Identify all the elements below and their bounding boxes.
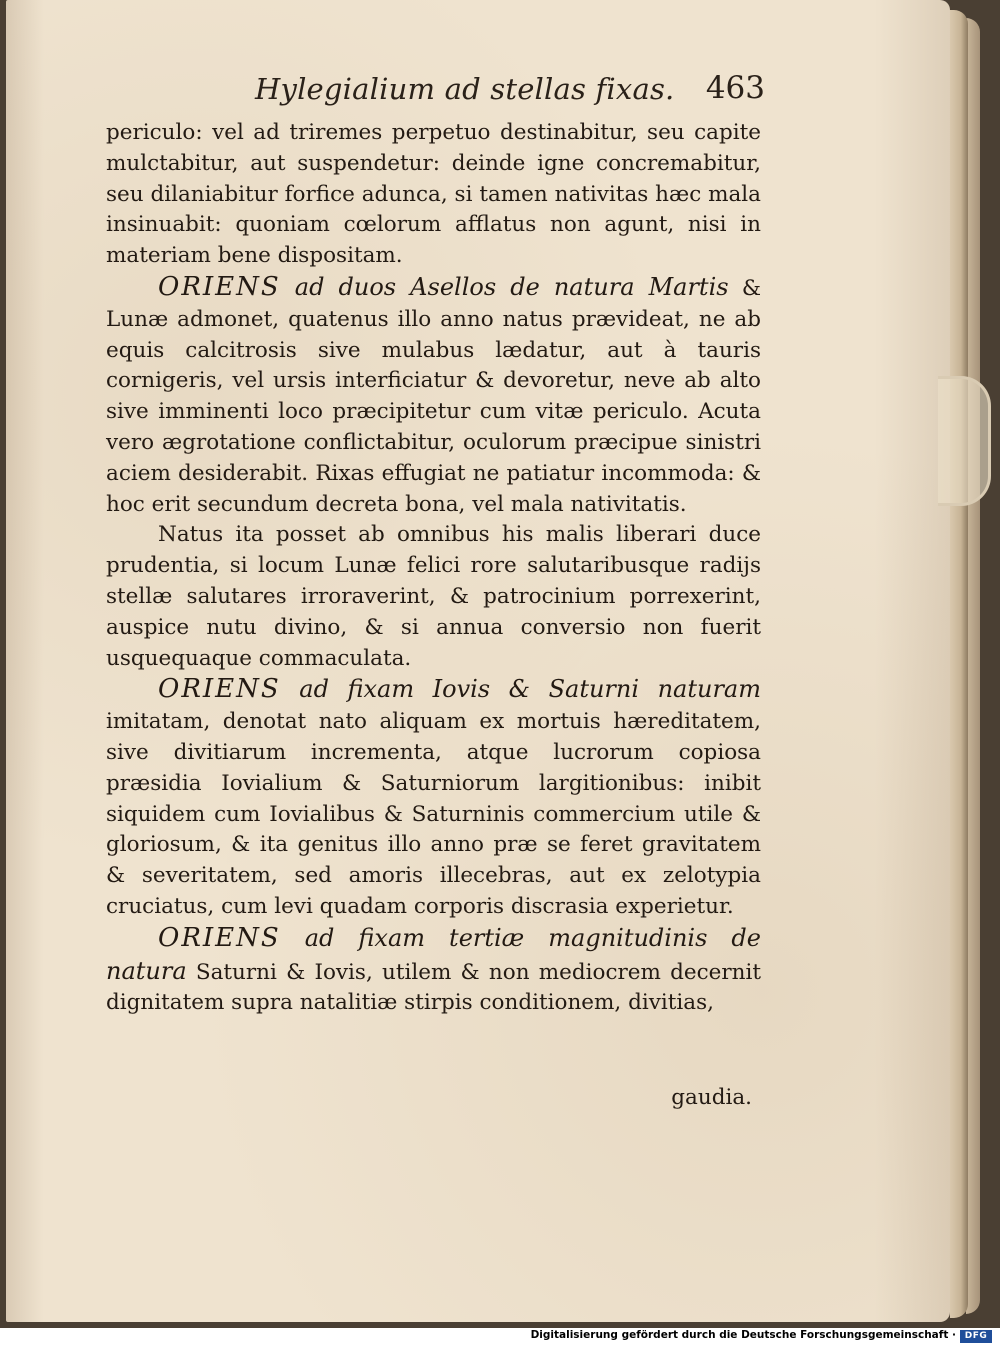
paragraph-4	[106, 674, 761, 922]
paragraph-lead-word: ORIENS	[158, 922, 281, 953]
page-header	[255, 66, 765, 112]
paragraph-lead-phrase: ad fixam Iovis & Saturni naturam	[280, 675, 761, 704]
paragraph-2	[106, 272, 761, 520]
running-title: Hylegialium ad stellas fixas.	[255, 72, 675, 106]
paragraph-text: Natus ita posset ab omnibus his malis liberari duce prudentia, si locum Lunæ felici rore salutaribusque radijs stellæ salutares irroraverint, & patrocinium porrexerint, auspice nutu divino, & si annua conversio non fuerit usquequaque commaculata.	[106, 522, 761, 671]
paragraph-text: imitatam, denotat nato aliquam ex mortuis hæreditatem, sive divitiarum incrementa, atque lucrorum copiosa præsidia Iovialium & Saturniorum largitionibus: inibit siquidem cum Iovialibus & Saturninis commercium utile & gloriosum, & ita genitus illo anno præ se feret gravitatem & severitatem, sed amoris illecebras, aut ex zelotypia cruciatus, cum levi quadam corporis discrasia experietur.	[106, 709, 761, 919]
paragraph-lead-word: ORIENS	[158, 271, 281, 302]
paragraph-lead-phrase: ad fixam tertiæ magnitudinis de natura	[106, 923, 761, 985]
paragraph-text: periculo: vel ad triremes perpetuo destinabitur, seu capite mulctabitur, aut suspendetur: deinde igne concremabitur, seu dilaniabitur forfice adunca, si tamen nativitas hæc mala insinuabit: quoniam cœlorum afflatus non agunt, nisi in materiam bene dispositam.	[106, 120, 761, 269]
paragraph-lead-phrase: ad duos Asellos de natura Martis	[280, 272, 729, 301]
dfg-logo: DFG	[960, 1330, 992, 1343]
body-text	[106, 118, 761, 1019]
paragraph-text: & Lunæ admonet, quatenus illo anno natus prævideat, ne ab equis calcitrosis sive mulabus lædatur, aut à tauris cornigeris, vel ursis interficiatur & devoretur, neve ab alto sive imminenti loco præcipitetur cum vitæ periculo. Acuta vero ægrotatione conflictabitur, oculorum præcipue sinistri aciem desiderabit. Rixas effugiat ne patiatur incommoda: & hoc erit secundum decreta bona, vel mala nativitatis.	[106, 275, 761, 517]
paragraph-lead-word: ORIENS	[158, 674, 281, 705]
page-edge	[950, 10, 968, 1318]
paragraph-5	[106, 923, 761, 1019]
funding-credit: Digitalisierung gefördert durch die Deutsche Forschungsgemeinschaft ·	[530, 1329, 956, 1341]
page-edge-back	[966, 18, 980, 1314]
catchword: gaudia.	[671, 1085, 752, 1110]
page-number: 463	[705, 70, 765, 106]
paragraph-1	[106, 118, 761, 272]
paragraph-3	[106, 520, 761, 674]
paragraph-text: Saturni & Iovis, utilem & non mediocrem decernit dignitatem supra natalitiæ stirpis conditionem, divitias,	[106, 959, 761, 1016]
page-clip-mark	[938, 376, 991, 506]
